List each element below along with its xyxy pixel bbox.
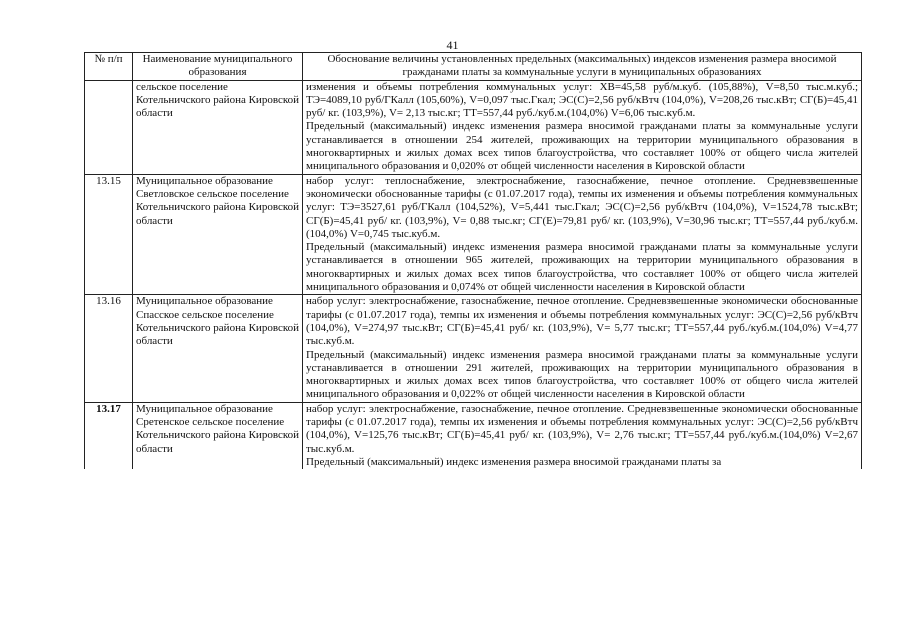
table-row [85,295,862,402]
index-paragraph: Предельный (максимальный) индекс изменения размера вносимой гражданами платы за коммунальные услуги устанавливается в отношении 965 жителей, проживающих на территории муниципального образования в многоквартирных и жилых домах всех типов благоустройства, что составляет 100% от общего числа жителей мниципального образования и 0,074% от общей численности населения в Кировской области [306,241,858,294]
table-row [85,174,862,295]
municipality-name: Муниципальное образование Сретенское сельское поселение Котельничского района Кировской области [133,402,303,469]
header-municipality: Наименование муниципального образования [133,53,303,81]
index-paragraph: Предельный (максимальный) индекс изменения размера вносимой гражданами платы за коммунальные услуги устанавливается в отношении 291 жителей, проживающих на территории муниципального образования в многоквартирных и жилых домах всех типов благоустройства, что составляет 100% от общего числа жителей мниципального образования и 0,022% от общей численности населения в Кировской области [306,348,858,401]
header-justification: Обоснование величины установленных предельных (максимальных) индексов изменения размера вносимой гражданами платы за коммунальные услуги в муниципальных образованиях [303,53,862,81]
tariffs-paragraph: набор услуг: электроснабжение, газоснабжение, печное отопление. Средневзвешенные экономически обоснованные тарифы (с 01.07.2017 года), темпы их изменения и объемы потребления коммунальных услуг: ЭС(С)=2,56 руб/кВтч (104,0%), V=274,97 тыс.кВт; СГ(Б)=45,41 руб/ кг. (103,9%), V= 5,77 тыс.кг; ТТ=557,44 руб./куб.м.(104,0%) V=4,77 тыс.куб.м. [306,295,858,348]
justification-cell [303,80,862,174]
municipality-name: сельское поселение Котельничского района Кировской области [133,80,303,174]
municipality-name: Муниципальное образование Светловское сельское поселение Котельничского района Кировской области [133,174,303,295]
justification-cell [303,402,862,469]
row-number: 13.16 [85,295,133,402]
tariffs-paragraph: набор услуг: теплоснабжение, электроснабжение, газоснабжение, печное отопление. Средневзвешенные экономически обоснованные тарифы (с 01.07.2017 года), темпы их изменения и объемы потребления коммунальных услуг: ТЭ=3527,61 руб/ГКалл (104,52%), V=5,441 тыс.Гкал; ЭС(С)=2,56 руб/кВтч (104,0%), V=1524,78 тыс.кВт; СГ(Б)=45,41 руб/ кг. (103,9%), V= 0,88 тыс.кг; СГ(Е)=79,81 руб/ кг. (103,9%), V=30,96 тыс.кг; ТТ=557,44 руб./куб.м.(104,0%) V=0,745 тыс.куб.м. [306,174,858,240]
table-row [85,80,862,174]
table-row [85,402,862,469]
municipality-name: Муниципальное образование Спасское сельское поселение Котельничского района Кировской области [133,295,303,402]
index-paragraph: Предельный (максимальный) индекс изменения размера вносимой гражданами платы за коммунальные услуги устанавливается в отношении 254 жителей, проживающих на территории муниципального образования в многоквартирных и жилых домах всех типов благоустройства, что составляет 100% от общего числа жителей мниципального образования и 0,020% от общей численности населения в Кировской области [306,120,858,173]
header-number: № п/п [85,53,133,81]
justification-cell [303,295,862,402]
row-number [85,80,133,174]
tariffs-paragraph: изменения и объемы потребления коммунальных услуг: ХВ=45,58 руб/м.куб. (105,88%), V=8,50 тыс.м.куб.; ТЭ=4089,10 руб/ГКалл (105,60%), V=0,097 тыс.Гкал; ЭС(С)=2,56 руб/кВтч (104,0%), V=208,26 тыс.кВт; СГ(Б)=45,41 руб/ кг. (103,9%), V= 2,13 тыс.кг; ТТ=557,44 руб./куб.м.(104,0%) V=6,06 тыс.куб.м. [306,80,858,120]
row-number: 13.17 [85,402,133,469]
table-header-row [85,53,862,81]
indices-table [84,52,862,469]
justification-cell [303,174,862,295]
tariffs-paragraph: набор услуг: электроснабжение, газоснабжение, печное отопление. Средневзвешенные экономически обоснованные тарифы (с 01.07.2017 года), темпы их изменения и объемы потребления коммунальных услуг: ЭС(С)=2,56 руб/кВтч (104,0%), V=125,76 тыс.кВт; СГ(Б)=45,41 руб/ кг. (103,9%), V= 2,76 тыс.кг; ТТ=557,44 руб./куб.м.(104,0%) V=2,67 тыс.куб.м. [306,402,858,455]
index-paragraph: Предельный (максимальный) индекс изменения размера вносимой гражданами платы за [306,455,722,468]
row-number: 13.15 [85,174,133,295]
page-number: 41 [446,38,459,52]
